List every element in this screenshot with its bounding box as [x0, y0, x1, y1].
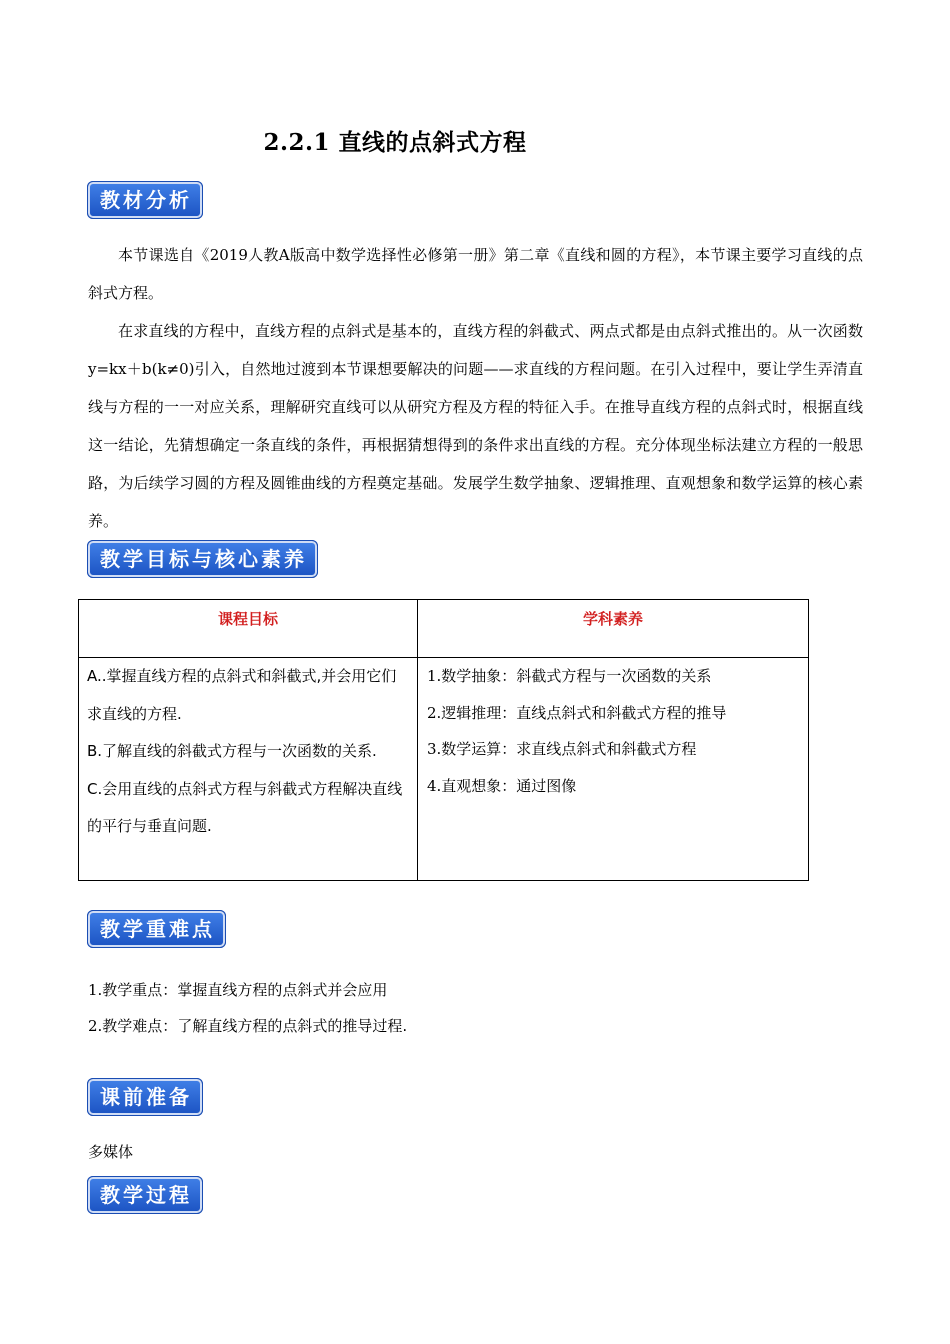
section-badge-analysis: 教材分析: [88, 182, 202, 218]
header-course-goals: 课程目标: [79, 600, 418, 658]
course-goals-cell: [79, 658, 418, 881]
key-points-list: [88, 972, 407, 1044]
header-literacy: 学科素养: [418, 600, 809, 658]
table-row: [79, 658, 809, 881]
key-point-item: 1.教学重点：掌握直线方程的点斜式并会应用: [88, 981, 388, 999]
analysis-text: [88, 236, 863, 540]
section-badge-process: 教学过程: [88, 1177, 202, 1213]
page-title: 2.2.1 直线的点斜式方程: [263, 129, 527, 156]
section-badge-key-points: 教学重难点: [88, 911, 225, 947]
table-header-row: [79, 600, 809, 658]
section-badge-goals: 教学目标与核心素养: [88, 541, 317, 577]
literacy-item: 2.逻辑推理：直线点斜式和斜截式方程的推导: [427, 703, 727, 722]
literacy-item: 3.数学运算：求直线点斜式和斜截式方程: [427, 740, 697, 758]
literacy-item: 4.直观想象：通过图像: [427, 776, 577, 795]
analysis-paragraph: 在求直线的方程中，直线方程的点斜式是基本的，直线方程的斜截式、两点式都是由点斜式推出的。从一次函数y=kx＋b(k≠0)引入，自然地过渡到本节课想要解决的问题——求直线的方程问题。在引入过程中，要让学生弄清直线与方程的一一对应关系，理解研究直线可以从研究方程及方程的特征入手。在推导直线方程的点斜式时，根据直线这一结论，先猜想确定一条直线的条件，再根据猜想得到的条件求出直线的方程。充分体现坐标法建立方程的一般思路，为后续学习圆的方程及圆锥曲线的方程奠定基础。发展学生数学抽象、逻辑推理、直观想象和数学运算的核心素养。: [88, 322, 863, 530]
course-goal-item: B.了解直线的斜截式方程与一次函数的关系.: [87, 742, 377, 760]
preparation-text: 多媒体: [88, 1143, 134, 1161]
key-point-item: 2.教学难点：了解直线方程的点斜式的推导过程.: [88, 1017, 408, 1035]
course-goal-item: A..掌握直线方程的点斜式和斜截式,并会用它们求直线的方程.: [87, 667, 397, 723]
section-badge-preparation: 课前准备: [88, 1079, 202, 1115]
literacy-item: 1.数学抽象：斜截式方程与一次函数的关系: [427, 667, 712, 685]
goals-table: [78, 599, 809, 881]
course-goal-item: C.会用直线的点斜式方程与斜截式方程解决直线的平行与垂直问题.: [87, 779, 403, 835]
literacy-cell: [418, 658, 809, 881]
analysis-paragraph: 本节课选自《2019人教A版高中数学选择性必修第一册》第二章《直线和圆的方程》，本节课主要学习直线的点斜式方程。: [88, 246, 863, 302]
